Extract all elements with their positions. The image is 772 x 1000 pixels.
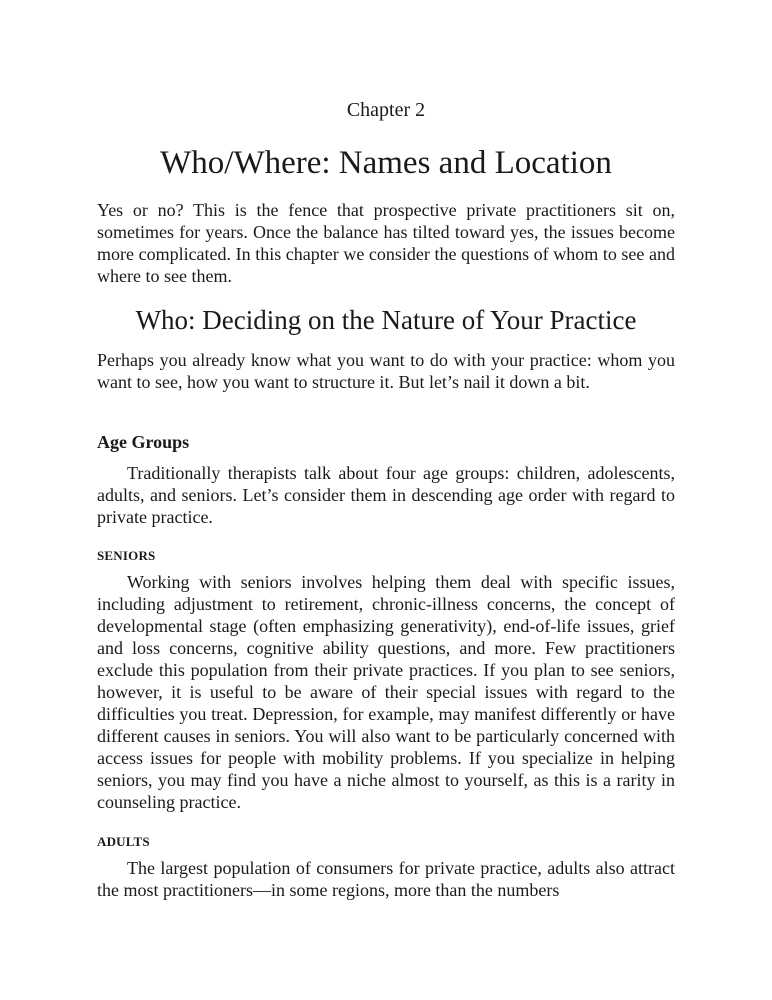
adults-paragraph: The largest population of consumers for private practice, adults also attract the most practitioners—in some regions, more than the numbers bbox=[97, 858, 675, 900]
chapter-intro-paragraph: Yes or no? This is the fence that prospective private practitioners sit on, sometimes for years. Once the balance has tilted toward yes, the issues become more complicated. In this chapter we consider the questions of whom to see and where to see them. bbox=[97, 200, 675, 286]
chapter-label: Chapter 2 bbox=[346, 99, 426, 121]
seniors-paragraph: Working with seniors involves helping them deal with specific issues, including adjustment to retirement, chronic-illness concerns, the concept of developmental stage (often emphasizing generativity), end-of-life issues, grief and loss concerns, cognitive ability questions, and more. Few practitioners exclude this population from their private practices. If you plan to see seniors, however, it is useful to be aware of their special issues with regard to the difficulties you treat. Depression, for example, may manifest differently or have different causes in seniors. You will also want to be particularly concerned with access issues for people with mobility problems. If you specialize in helping seniors, you may find you have a niche almost to yourself, as this is a rarity in counseling practice. bbox=[97, 572, 675, 812]
age-groups-paragraph: Traditionally therapists talk about four age groups: children, adolescents, adults, and seniors. Let’s consider them in descending age order with regard to private practice. bbox=[97, 463, 675, 527]
section-title: Who: Deciding on the Nature of Your Practice bbox=[135, 305, 637, 335]
age-groups-heading: Age Groups bbox=[97, 432, 190, 452]
chapter-title: Who/Where: Names and Location bbox=[160, 145, 612, 181]
adults-heading: ADULTS bbox=[97, 834, 150, 849]
section-intro-paragraph: Perhaps you already know what you want to do with your practice: whom you want to see, how you want to structure it. But let’s nail it down a bit. bbox=[97, 350, 675, 392]
seniors-heading: SENIORS bbox=[97, 548, 156, 563]
